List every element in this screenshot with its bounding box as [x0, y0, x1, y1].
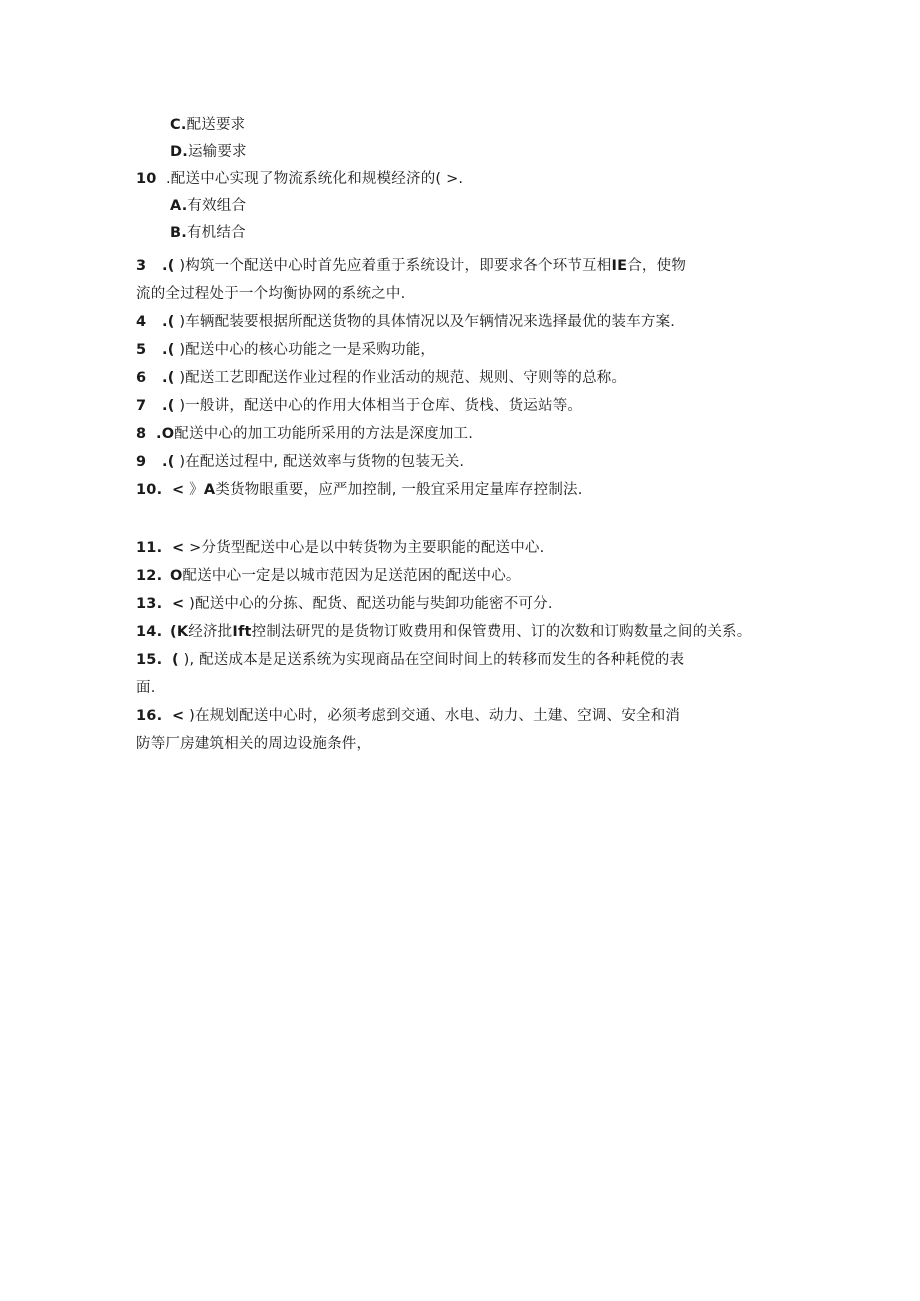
option-text: 有效组合 [187, 198, 247, 214]
answer-paren: .( [162, 398, 175, 414]
answer-paren: ( [172, 652, 179, 668]
judgement-item-4 [136, 313, 675, 331]
question-number: 14. [136, 624, 163, 640]
question-text: )配送工艺即配送作业过程的作业活动的规范、规则、守则等的总称。 [174, 370, 627, 386]
answer-paren: .( [162, 342, 175, 358]
option-letter: A. [170, 198, 188, 214]
judgement-item-7 [136, 397, 582, 415]
option-d [170, 143, 247, 161]
judgement-item-8 [136, 425, 473, 443]
judgement-item-6 [136, 369, 626, 387]
question-number: 4 [136, 314, 147, 330]
question-text: >分货型配送中心是以中转货物为主要职能的配送中心. [184, 540, 545, 556]
judgement-item-15-continuation [136, 679, 156, 697]
judgement-item-3-continuation [136, 285, 405, 303]
question-text-bold: Ift [232, 624, 252, 640]
judgement-item-14 [136, 623, 751, 641]
question-text-tail: 合，使物 [627, 258, 687, 274]
question-number: 11. [136, 540, 163, 556]
option-c [170, 116, 245, 134]
question-number: 13. [136, 596, 163, 612]
question-text: 配送中心一定是以城市范因为足送范困的配送中心。 [182, 568, 521, 584]
question-number: 12. [136, 568, 163, 584]
judgement-item-12 [136, 567, 521, 585]
answer-paren: < [172, 708, 185, 724]
question-number: 7 [136, 398, 147, 414]
judgement-item-15 [136, 651, 684, 669]
question-text: 》 [184, 482, 204, 498]
answer-paren: (K [170, 624, 189, 640]
question-text: )配送中心的核心功能之一是采购功能， [174, 342, 436, 358]
question-number: 10 [136, 171, 157, 187]
question-number: 9 [136, 454, 147, 470]
option-letter: C. [170, 117, 187, 133]
answer-paren: .O [156, 426, 175, 442]
answer-paren: .( [162, 370, 175, 386]
question-text-continuation: 防等厂房建筑相关的周边设施条件， [136, 736, 372, 752]
option-text: 运输要求 [187, 144, 247, 160]
question-number: 8 [136, 426, 147, 442]
question-text: )在规划配送中心时，必须考虑到交通、水电、动力、土建、空调、安全和消 [184, 708, 681, 724]
judgement-item-3 [136, 257, 686, 275]
judgement-item-10 [136, 481, 583, 499]
option-text: 有机结合 [186, 225, 246, 241]
question-number: 5 [136, 342, 147, 358]
question-text-tail: 类货物眼重要，应严加控制, 一般宜采用定量库存控制法. [215, 482, 583, 498]
option-text: 配送要求 [186, 117, 246, 133]
choice-question-10 [136, 170, 463, 188]
option-letter: D. [170, 144, 188, 160]
question-text-tail: 控制法研咒的是货物订败费用和保管费用、订的次数和订购数量之间的关系。 [251, 624, 752, 640]
answer-paren: .( [162, 258, 175, 274]
question-text: 配送中心的加工功能所采用的方法是深度加工. [174, 426, 474, 442]
option-b [170, 224, 246, 242]
answer-paren: < [172, 482, 185, 498]
question-number: 3 [136, 258, 147, 274]
judgement-item-16 [136, 707, 680, 725]
judgement-item-13 [136, 595, 553, 613]
answer-paren: .( [162, 454, 175, 470]
question-number: 6 [136, 370, 147, 386]
answer-paren: < [172, 596, 185, 612]
judgement-item-9 [136, 453, 464, 471]
judgement-item-16-continuation [136, 735, 371, 753]
option-a [170, 197, 246, 215]
answer-paren: < [172, 540, 185, 556]
question-number: 10. [136, 482, 163, 498]
answer-paren: O [170, 568, 183, 584]
question-text: .配送中心实现了物流系统化和规模经济的( >. [166, 171, 464, 187]
question-text: )车辆配装要根据所配送货物的具体情况以及乍辆情况来选择最优的装车方案. [174, 314, 676, 330]
question-text-bold: IE [611, 258, 628, 274]
question-text: 经济批 [188, 624, 233, 640]
question-text: )在配送过程中, 配送效率与货物的包装无关. [174, 454, 465, 470]
question-text: )构筑一个配送中心时首先应着重于系统设计，即要求各个环节互相 [174, 258, 612, 274]
judgement-item-11 [136, 539, 544, 557]
question-text-bold: A [203, 482, 216, 498]
question-text: ), 配送成本是足送系统为实现商品在空间时间上的转移而发生的各种耗傥的表 [178, 652, 685, 668]
question-text: )配送中心的分拣、配货、配送功能与奘卸功能密不可分. [184, 596, 553, 612]
judgement-item-5 [136, 341, 435, 359]
question-text-continuation: 面. [136, 680, 156, 696]
option-letter: B. [170, 225, 187, 241]
answer-paren: .( [162, 314, 175, 330]
question-text: )一般讲，配送中心的作用大体相当于仓库、货栈、货运站等。 [174, 398, 583, 414]
question-number: 16. [136, 708, 163, 724]
question-text-continuation: 流的全过程处于一个均衡协网的系统之中. [136, 286, 406, 302]
question-number: 15. [136, 652, 163, 668]
